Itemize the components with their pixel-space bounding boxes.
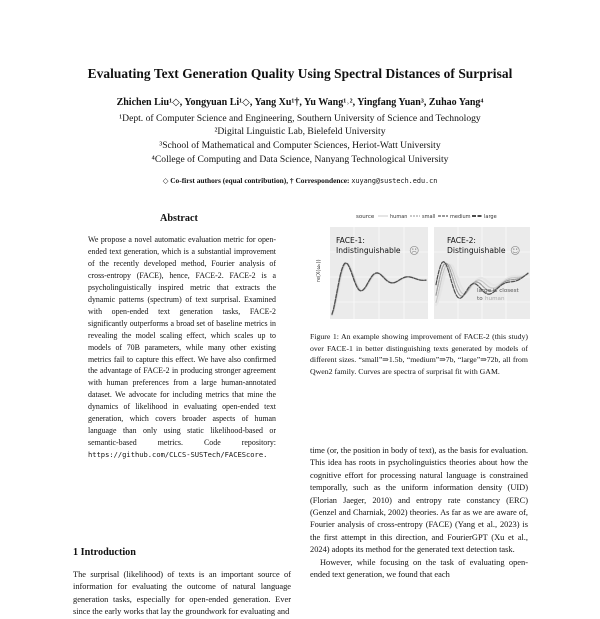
correspondence-email[interactable]: xuyang@sustech.edu.cn xyxy=(351,177,438,185)
annotation-closest: large is closest xyxy=(477,288,519,294)
affiliation-3: ³School of Mathematical and Computer Sciences, Heriot-Watt University xyxy=(159,140,441,151)
annotation-human-word: human xyxy=(485,296,505,302)
frowny-icon: ☹ xyxy=(409,246,420,257)
figure-caption: Figure 1: An example showing improvement of FACE-2 (this study) over FACE-1 in better distinguishing texts generated by models of different sizes. “small”⇒1.5b, “medium”⇒7b, “large”⇒72b, all from Qwen2 family. Curves are spectra of surprisal fit with GAM. xyxy=(310,332,528,376)
affiliation-4: ⁴College of Computing and Data Science, Nanyang Technological University xyxy=(151,154,449,165)
annotation-to: to xyxy=(477,296,483,302)
section-heading-introduction: 1 Introduction xyxy=(73,547,136,558)
figure-legend xyxy=(356,214,497,220)
right-column-body xyxy=(310,445,528,581)
panel-2-label-name: FACE-2: xyxy=(447,236,476,245)
legend-source-label: source xyxy=(356,214,375,220)
smiley-icon: ☺ xyxy=(510,246,521,257)
contribution-text: ◇ Co-first authors (equal contribution), † Correspondence: xyxy=(162,176,350,185)
repo-link[interactable]: https://github.com/CLCS-SUSTech/FACEScore. xyxy=(88,450,268,460)
right-paragraph-1: time (or, the position in body of text), as the basis for evaluation. This idea has roots in psycholinguistics theories about how the cognitive effort for processing natural language is constrained temporally, such as the uniform information density (UID) (Florian Jaeger, 2010) and entropy rate constancy (ERC) (Genzel and Charniak, 2002) theories. As far as we are aware of, Fourier analysis of cross-entropy (FACE) (Yang et al., 2023) is the first attempt in this direction, and FourierGPT (Xu et al., 2024) adopts its method for the generated text detection task. xyxy=(310,446,528,555)
panel-1-label-verdict: Indistinguishable xyxy=(336,246,401,255)
contribution-note xyxy=(0,176,600,185)
y-axis-label: re(X(ωₖ)) xyxy=(316,259,322,282)
affiliation-1: ¹Dept. of Computer Science and Engineering, Southern University of Science and Technology xyxy=(119,113,481,124)
paper-title: Evaluating Text Generation Quality Using Spectral Distances of Surprisal xyxy=(87,66,513,81)
legend-large: large xyxy=(484,214,497,220)
introduction-text: The surprisal (likelihood) of texts is an important source of information for evaluating the outcome of natural language generation tasks, especially for open-ended generation. Ever since the early works that lay the groundwork for evaluating and xyxy=(73,570,291,617)
right-paragraph-2: However, while focusing on the task of evaluating open-ended text generation, we found that each xyxy=(310,557,528,580)
panel-1-label-name: FACE-1: xyxy=(336,236,365,245)
panel-2-label-verdict: Distinguishable xyxy=(447,246,506,255)
legend-medium: medium xyxy=(450,214,471,220)
legend-small: small xyxy=(422,214,436,220)
abstract-body xyxy=(88,234,276,461)
panel-face-2 xyxy=(434,227,530,319)
abstract-heading: Abstract xyxy=(160,213,198,224)
affiliation-2: ²Digital Linguistic Lab, Bielefeld University xyxy=(214,126,386,137)
author-list: Zhichen Liu¹◇, Yongyuan Li¹◇, Yang Xu¹†, Yu Wang¹˒², Yingfang Yuan³, Zuhao Yang⁴ xyxy=(116,97,484,108)
figure-1 xyxy=(314,207,532,325)
legend-human: human xyxy=(390,214,408,220)
panel-face-1 xyxy=(330,227,428,319)
abstract-text: We propose a novel automatic evaluation metric for open-ended text generation, which is a substantial improvement of the recently developed method, Fourier analysis of cross-entropy (FACE), hence, FACE-2. FACE-2 is a psycholinguistically inspired metric that extracts the dynamic patterns (spectrum) of text surprisal. Examined with open-ended text generation tasks, FACE-2 significantly outperforms a broad set of baseline metrics in revealing the model scaling effect, which scales up to models of 70B parameters, while many other existing metrics fail to capture this effect. We have also confirmed the advantage of FACE-2 in producing stronger agreement with human preferences from a large human-annotated dataset. We advocate for including metrics that mine the dynamics of likelihood in evaluating open-ended text generation, which covers broader aspects of human language than only using static likelihood-based or semantic-based metrics. Code repository: xyxy=(88,235,276,448)
